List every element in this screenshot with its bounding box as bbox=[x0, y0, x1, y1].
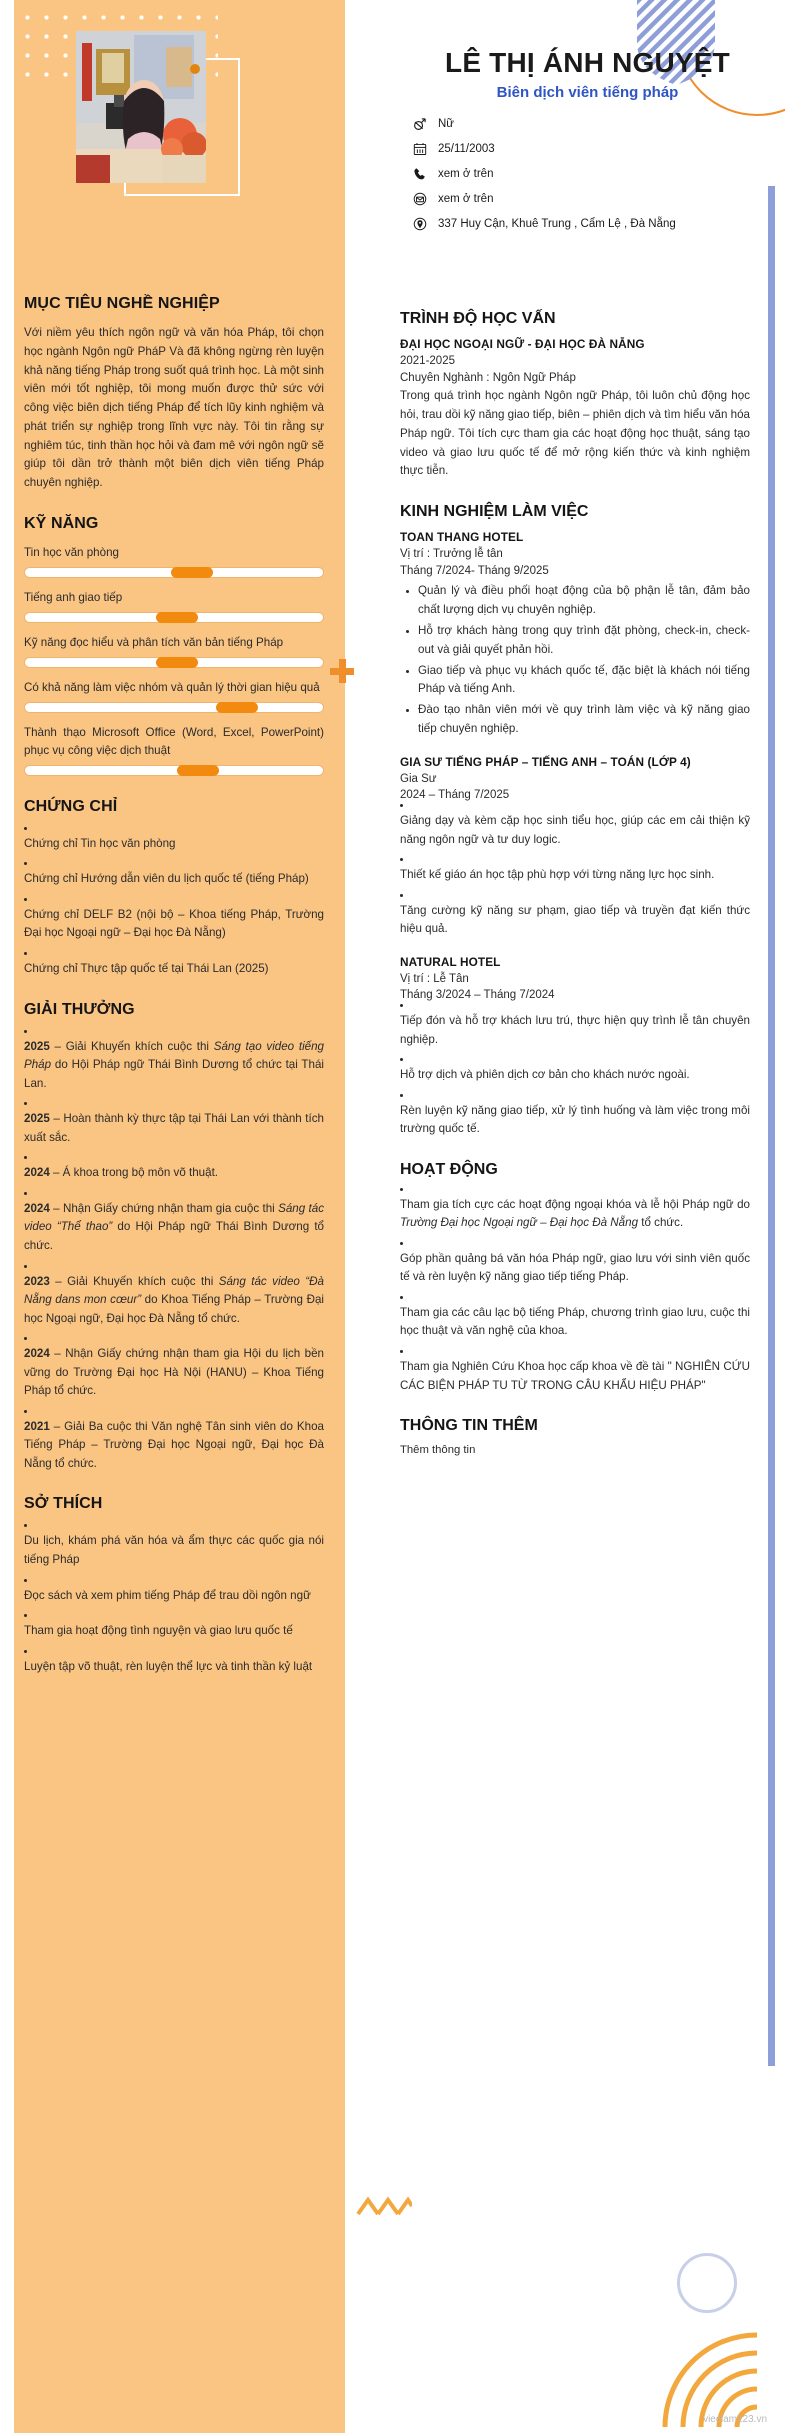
experience-position: Gia Sư bbox=[400, 772, 437, 785]
activities-list bbox=[400, 1188, 750, 1395]
watermark: vieclam123.vn bbox=[703, 2414, 767, 2425]
bullet-dot bbox=[24, 898, 27, 901]
experience-duty-text: Hỗ trợ dịch và phiên dịch cơ bản cho khách nước ngoài. bbox=[400, 1068, 690, 1082]
bullet-dot bbox=[400, 1094, 403, 1097]
experience-entry bbox=[400, 955, 750, 1139]
experience-period: Tháng 3/2024 – Tháng 7/2024 bbox=[400, 989, 555, 1002]
hobby-item bbox=[24, 1524, 324, 1569]
experience-duty-text: Tiếp đón và hỗ trợ khách lưu trú, thực hiện quy trình lễ tân chuyên nghiệp. bbox=[400, 1013, 750, 1046]
hobby-item-text: Luyện tập võ thuật, rèn luyện thể lực và tinh thần kỷ luật bbox=[24, 1659, 313, 1673]
education-school: ĐẠI HỌC NGOẠI NGỮ - ĐẠI HỌC ĐÀ NẴNG bbox=[400, 337, 645, 351]
certificate-item-text: Chứng chỉ Tin học văn phòng bbox=[24, 836, 176, 850]
experience-duty-text: Giảng dạy và kèm cặp học sinh tiểu học, giúp các em cải thiện kỹ năng ngôn ngữ và tư duy logic. bbox=[400, 813, 750, 846]
hobby-item bbox=[24, 1614, 324, 1641]
certificate-item bbox=[24, 862, 324, 889]
hobby-item-text: Đọc sách và xem phim tiếng Pháp để trau dồi ngôn ngữ bbox=[24, 1588, 311, 1602]
bullet-dot bbox=[24, 827, 27, 830]
award-item bbox=[24, 1030, 324, 1094]
experience-position: Vị trí : Trưởng lễ tân bbox=[400, 548, 503, 561]
contact-value-phone: xem ở trên bbox=[438, 168, 494, 181]
education-description: Trong quá trình học ngành Ngôn ngữ Pháp, tôi luôn chủ động học hỏi, trau dồi kỹ năng giao tiếp, biên – phiên dịch và tìm hiểu văn hóa Pháp ngữ. Tôi tích cực tham gia các hoạt động học thuật, sáng tạo video và giao lưu quốc tế để mở rộng kiến thức và kinh nghiệm thực tiễn. bbox=[400, 389, 750, 478]
award-item-text: 2024 – Nhận Giấy chứng nhận tham gia cuộc thi Sáng tác video “Thể thao” do Hội Pháp ngữ Thái Bình Dương tổ chức. bbox=[24, 1201, 324, 1252]
hobby-item-text: Tham gia hoạt động tình nguyện và giao lưu quốc tế bbox=[24, 1624, 293, 1638]
hatched-fan-decoration bbox=[657, 2327, 767, 2427]
bullet-dot bbox=[24, 1192, 27, 1195]
section-title-education: TRÌNH ĐỘ HỌC VẤN bbox=[400, 310, 556, 327]
section-skills bbox=[24, 515, 324, 776]
objective-text: Với niềm yêu thích ngôn ngữ và văn hóa Pháp, tôi chọn học ngành Ngôn ngữ PháP Và đã không ngừng rèn luyện khả năng tiếng Pháp trong suốt quá trình học. Là một sinh viên mới tốt nghiệp, tôi mong muốn được thử sức với công việc biên dịch tiếng Pháp để tích lũy kinh nghiệm và phát triển sự nghiệp trong lĩnh vực này. Tôi tin rằng sự nghiêm túc, tinh thần học hỏi và đam mê với ngôn ngữ sẽ giúp tôi dần trở thành một biên dịch viên tiếng Pháp chuyên nghiệp. bbox=[24, 326, 324, 490]
location-icon bbox=[412, 217, 427, 232]
activity-item-text: Tham gia tích cực các hoạt động ngoại khóa và lễ hội Pháp ngữ do Trường Đại học Ngoại ngữ – Đại học Đà Nẵng tổ chức. bbox=[400, 1197, 750, 1230]
experience-duty bbox=[400, 1058, 750, 1085]
bullet-dot bbox=[400, 1350, 403, 1353]
education-entry bbox=[400, 337, 750, 481]
contact-list bbox=[400, 117, 775, 232]
experience-list bbox=[400, 530, 750, 1139]
skill-label: Thành thạo Microsoft Office (Word, Excel, PowerPoint) phục vụ công việc dịch thuật bbox=[24, 725, 324, 757]
experience-entry bbox=[400, 755, 750, 939]
bullet-dot bbox=[24, 1614, 27, 1617]
bullet-dot bbox=[400, 894, 403, 897]
experience-duty bbox=[400, 894, 750, 939]
contact-row-email[interactable] bbox=[412, 192, 775, 207]
experience-duty-text: Rèn luyện kỹ năng giao tiếp, xử lý tình huống và làm việc trong môi trường quốc tế. bbox=[400, 1103, 750, 1136]
experience-duty-text: Tăng cường kỹ năng sư phạm, giao tiếp và truyền đạt kiến thức hiệu quả. bbox=[400, 903, 750, 936]
award-item-text: 2023 – Giải Khuyến khích cuộc thi Sáng tác video “Đà Nẵng dans mon cœur” do Khoa Tiếng Pháp – Trường Đại học Ngoại ngữ, Đại học Đà Nẵng tổ chức. bbox=[24, 1274, 324, 1325]
skill-item bbox=[24, 544, 324, 578]
left-column bbox=[24, 295, 324, 1698]
skill-level-bar bbox=[24, 702, 324, 713]
contact-row-birthdate bbox=[412, 142, 775, 157]
certificates-list bbox=[24, 827, 324, 979]
experience-duty: Hỗ trợ khách hàng trong quy trình đặt phòng, check-in, check-out và giải quyết phản hồi. bbox=[418, 622, 750, 660]
chevron-decoration bbox=[356, 2196, 412, 2218]
candidate-name: LÊ THỊ ÁNH NGUYỆT bbox=[445, 47, 730, 78]
bullet-dot bbox=[24, 1524, 27, 1527]
bullet-dot bbox=[24, 1156, 27, 1159]
certificate-item-text: Chứng chỉ Thực tập quốc tế tại Thái Lan (2025) bbox=[24, 962, 269, 976]
contact-value-birthdate: 25/11/2003 bbox=[438, 143, 495, 156]
experience-company: NATURAL HOTEL bbox=[400, 954, 501, 969]
bullet-dot bbox=[400, 1058, 403, 1061]
bullet-dot bbox=[24, 1265, 27, 1268]
experience-duty-list bbox=[400, 1004, 750, 1139]
experience-duty bbox=[400, 858, 750, 885]
email-icon bbox=[412, 192, 427, 207]
award-item-text: 2024 – Nhận Giấy chứng nhận tham gia Hội du lịch bền vững do Trường Đại học Hà Nội (HANU) – Khoa Tiếng Pháp tổ chức. bbox=[24, 1347, 324, 1398]
skill-item bbox=[24, 679, 324, 713]
skill-label: Kỹ năng đọc hiểu và phân tích văn bản tiếng Pháp bbox=[24, 635, 284, 649]
bullet-dot bbox=[24, 1030, 27, 1033]
candidate-job-title: Biên dịch viên tiếng pháp bbox=[496, 83, 679, 101]
section-title-activities: HOẠT ĐỘNG bbox=[400, 1160, 498, 1178]
hobby-item-text: Du lịch, khám phá văn hóa và ẩm thực các quốc gia nói tiếng Pháp bbox=[24, 1534, 324, 1566]
circle-outline-decoration bbox=[677, 2253, 737, 2313]
bullet-dot bbox=[24, 1410, 27, 1413]
award-item-text: 2021 – Giải Ba cuộc thi Văn nghệ Tân sinh viên do Khoa Tiếng Pháp – Trường Đại học Ngoại ngữ, Đại học Đà Nẵng tổ chức. bbox=[24, 1419, 324, 1470]
skills-list bbox=[24, 544, 324, 776]
experience-duty: Giao tiếp và phục vụ khách quốc tế, đặc biệt là khách nói tiếng Pháp và tiếng Anh. bbox=[418, 662, 750, 700]
section-education bbox=[400, 310, 750, 481]
skill-level-bar bbox=[24, 612, 324, 623]
phone-icon bbox=[412, 167, 427, 182]
more-info-text: Thêm thông tin bbox=[400, 1444, 476, 1457]
awards-list bbox=[24, 1030, 324, 1474]
section-title-objective: MỤC TIÊU NGHỀ NGHIỆP bbox=[24, 295, 220, 312]
experience-entry bbox=[400, 530, 750, 739]
profile-photo bbox=[76, 31, 206, 183]
experience-duty-list bbox=[400, 582, 750, 738]
experience-duty: Quản lý và điều phối hoạt động của bộ phận lễ tân, đảm bảo chất lượng dịch vụ chuyên nghiệp. bbox=[418, 582, 750, 620]
skill-level-knob bbox=[156, 657, 198, 668]
profile-photo-image bbox=[76, 31, 206, 183]
education-years: 2021-2025 bbox=[400, 354, 455, 367]
skill-item bbox=[24, 634, 324, 668]
skill-level-knob bbox=[171, 567, 213, 578]
award-item bbox=[24, 1337, 324, 1401]
activity-item bbox=[400, 1296, 750, 1341]
skill-item bbox=[24, 589, 324, 623]
activity-item-text: Góp phần quảng bá văn hóa Pháp ngữ, giao lưu với sinh viên quốc tế và rèn luyện kỹ năng giao tiếp tiếng Pháp. bbox=[400, 1251, 750, 1284]
contact-value-gender: Nữ bbox=[438, 118, 455, 131]
experience-position: Vị trí : Lễ Tân bbox=[400, 972, 469, 985]
bullet-dot bbox=[400, 1242, 403, 1245]
bullet-dot bbox=[24, 1102, 27, 1105]
award-item-text: 2025 – Hoàn thành kỳ thực tập tại Thái Lan với thành tích xuất sắc. bbox=[24, 1112, 324, 1144]
award-item bbox=[24, 1102, 324, 1147]
skill-level-knob bbox=[216, 702, 258, 713]
bullet-dot bbox=[24, 952, 27, 955]
skill-label: Tin học văn phòng bbox=[24, 546, 119, 560]
education-major: Chuyên Nghành : Ngôn Ngữ Pháp bbox=[400, 371, 576, 384]
experience-period: Tháng 7/2024- Tháng 9/2025 bbox=[400, 564, 549, 577]
hobby-item bbox=[24, 1579, 324, 1606]
blue-vertical-bar-decoration bbox=[768, 186, 775, 2066]
award-item bbox=[24, 1156, 324, 1183]
hobby-item bbox=[24, 1650, 324, 1677]
section-more-info bbox=[400, 1417, 750, 1456]
certificate-item-text: Chứng chỉ Hướng dẫn viên du lịch quốc tế (tiếng Pháp) bbox=[24, 872, 309, 886]
section-title-more-info: THÔNG TIN THÊM bbox=[400, 1417, 538, 1435]
experience-duty: Đào tạo nhân viên mới về quy trình làm việc và kỹ năng giao tiếp chuyên nghiệp. bbox=[418, 701, 750, 739]
award-item bbox=[24, 1192, 324, 1256]
certificate-item bbox=[24, 827, 324, 854]
left-white-strip bbox=[0, 0, 14, 2433]
experience-duty bbox=[400, 804, 750, 849]
certificate-item-text: Chứng chỉ DELF B2 (nội bộ – Khoa tiếng Pháp, Trường Đại học Ngoại ngữ – Đại học Đà Nẵng) bbox=[24, 907, 324, 940]
bullet-dot bbox=[400, 1004, 403, 1007]
activity-item bbox=[400, 1350, 750, 1395]
contact-value-address: 337 Huy Cận, Khuê Trung , Cẩm Lệ , Đà Nẵng bbox=[438, 218, 676, 231]
right-column bbox=[400, 310, 750, 1456]
calendar-icon bbox=[412, 142, 427, 157]
award-item bbox=[24, 1410, 324, 1474]
bullet-dot bbox=[400, 858, 403, 861]
bullet-dot bbox=[24, 1337, 27, 1340]
experience-duty-text: Thiết kế giáo án học tập phù hợp với từng năng lực học sinh. bbox=[400, 868, 715, 882]
section-title-hobbies: SỞ THÍCH bbox=[24, 1495, 103, 1513]
contact-row-gender bbox=[412, 117, 775, 132]
section-activities bbox=[400, 1161, 750, 1395]
activity-item-text: Tham gia Nghiên Cứu Khoa học cấp khoa về đề tài " NGHIÊN CỨU CÁC BIỆN PHÁP TU TỪ TRONG CÂU KHẨU HIỆU PHÁP" bbox=[400, 1359, 750, 1392]
skill-label: Tiếng anh giao tiếp bbox=[24, 591, 123, 604]
certificate-item bbox=[24, 898, 324, 943]
skill-item bbox=[24, 724, 324, 776]
experience-company: TOAN THANG HOTEL bbox=[400, 530, 524, 545]
activity-item bbox=[400, 1188, 750, 1233]
contact-row-address bbox=[412, 217, 775, 232]
skill-level-bar bbox=[24, 567, 324, 578]
section-title-awards: GIẢI THƯỞNG bbox=[24, 1000, 135, 1018]
experience-duty-list bbox=[400, 804, 750, 939]
section-title-certificates: CHỨNG CHỈ bbox=[24, 797, 118, 815]
award-item-text: 2024 – Á khoa trong bộ môn võ thuật. bbox=[24, 1166, 219, 1180]
skill-level-knob bbox=[156, 612, 198, 623]
photo-accent-dot bbox=[190, 64, 200, 74]
bullet-dot bbox=[400, 1188, 403, 1191]
experience-duty bbox=[400, 1094, 750, 1139]
plus-decoration bbox=[330, 659, 354, 683]
skill-level-bar bbox=[24, 657, 324, 668]
section-experience bbox=[400, 503, 750, 1139]
contact-value-email: xem ở trên bbox=[438, 193, 494, 206]
certificate-item bbox=[24, 952, 324, 979]
experience-period: 2024 – Tháng 7/2025 bbox=[400, 789, 510, 802]
gender-icon bbox=[412, 117, 427, 132]
section-career-objective bbox=[24, 295, 324, 493]
bullet-dot bbox=[24, 1579, 27, 1582]
award-item-text: 2025 – Giải Khuyến khích cuộc thi Sáng tạo video tiếng Pháp do Hội Pháp ngữ Thái Bình Dương tổ chức tại Thái Lan. bbox=[24, 1039, 324, 1090]
experience-duty bbox=[400, 1004, 750, 1049]
section-title-skills: KỸ NĂNG bbox=[24, 515, 99, 533]
award-item bbox=[24, 1265, 324, 1329]
activity-item bbox=[400, 1242, 750, 1287]
left-orange-edge bbox=[14, 0, 20, 2433]
section-awards bbox=[24, 1001, 324, 1474]
section-title-experience: KINH NGHIỆM LÀM VIỆC bbox=[400, 503, 589, 521]
skill-label: Có khả năng làm việc nhóm và quản lý thời gian hiệu quả bbox=[24, 680, 320, 694]
activity-item-text: Tham gia các câu lạc bộ tiếng Pháp, chương trình giao lưu, cuộc thi học thuật và văn nghệ của khoa. bbox=[400, 1305, 750, 1338]
experience-company: GIA SƯ TIẾNG PHÁP – TIẾNG ANH – TOÁN (LỚP 4) bbox=[400, 754, 691, 769]
hobbies-list bbox=[24, 1524, 324, 1676]
contact-row-phone[interactable] bbox=[412, 167, 775, 182]
bullet-dot bbox=[24, 862, 27, 865]
bullet-dot bbox=[400, 804, 403, 807]
section-hobbies bbox=[24, 1495, 324, 1676]
bullet-dot bbox=[400, 1296, 403, 1299]
skill-level-knob bbox=[177, 765, 219, 776]
section-certificates bbox=[24, 798, 324, 979]
skill-level-bar bbox=[24, 765, 324, 776]
cv-header bbox=[400, 48, 775, 242]
bullet-dot bbox=[24, 1650, 27, 1653]
